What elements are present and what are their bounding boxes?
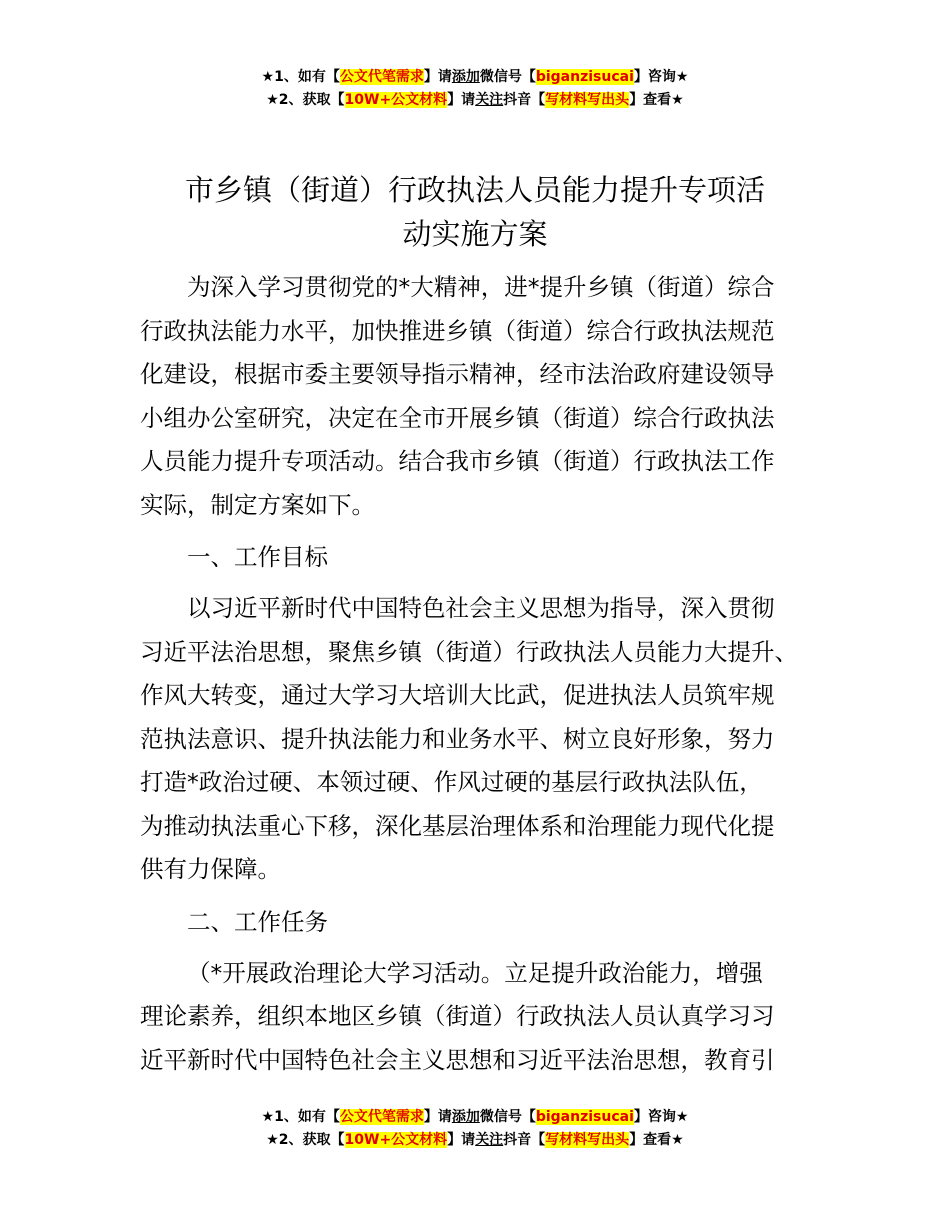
text-line: 习近平法治思想，聚焦乡镇（街道）行政执法人员能力大提升、 [140, 637, 798, 666]
promo-highlight: 10W+公文材料 [344, 1132, 448, 1148]
promo-text: 】请 [447, 92, 476, 108]
text-line: 实际，制定方案如下。 [140, 490, 375, 519]
promo-line-1 [0, 66, 950, 89]
text-line: （*开展政治理论大学习活动。立足提升政治能力，增强 [187, 958, 763, 987]
promo-text: ★2、获取【 [266, 92, 345, 108]
promo-underlined-text: 关注 [475, 92, 504, 108]
text-line: 化建设，根据市委主要领导指示精神，经市法治政府建设领导 [140, 360, 775, 388]
promo-text: ★1、如有【 [261, 69, 340, 85]
promo-highlight: 写材料写出头 [545, 92, 630, 108]
promo-text: 微信号【 [479, 69, 536, 85]
text-line: 打造*政治过硬、本领过硬、作风过硬的基层行政执法队伍， [140, 768, 763, 796]
promo-line-1 [0, 1106, 950, 1129]
text-line: 供有力保障。 [140, 855, 281, 883]
title-line: 市乡镇（街道）行政执法人员能力提升专项活 [184, 173, 765, 207]
promo-text: ★1、如有【 [261, 1109, 340, 1125]
promo-text: 】请 [423, 1109, 452, 1125]
document-body [140, 266, 820, 1082]
text-line: 范执法意识、提升执法能力和业务水平、树立良好形象，努力 [140, 724, 775, 753]
header-promo-banner [0, 66, 950, 112]
text-line: 为推动执法重心下移，深化基层治理体系和治理能力现代化提 [140, 811, 775, 840]
text-line: 作风大转变，通过大学习大培训大比武，促进执法人员筑牢规 [140, 681, 775, 709]
text-line: 理论素养，组织本地区乡镇（街道）行政执法人员认真学习习 [140, 1002, 775, 1030]
section-heading-tasks: 二、工作任务 [187, 907, 328, 936]
promo-text: 抖音【 [503, 92, 546, 108]
text-line: 行政执法能力水平，加快推进乡镇（街道）综合行政执法规范 [140, 316, 775, 345]
text-line: 小组办公室研究，决定在全市开展乡镇（街道）综合行政执法 [140, 403, 775, 432]
promo-underlined-text: 关注 [475, 1132, 504, 1148]
text-line: 人员能力提升专项活动。结合我市乡镇（街道）行政执法工作 [140, 447, 775, 475]
promo-text: 】查看★ [629, 1132, 684, 1148]
promo-highlight: 写材料写出头 [545, 1132, 630, 1148]
promo-highlight: biganzisucai [535, 1109, 634, 1125]
promo-highlight: biganzisucai [535, 69, 634, 85]
text-line: 近平新时代中国特色社会主义思想和习近平法治思想，教育引 [140, 1045, 775, 1074]
promo-text: ★2、获取【 [266, 1132, 345, 1148]
document-title [140, 168, 810, 256]
promo-highlight: 10W+公文材料 [344, 92, 448, 108]
promo-line-2 [0, 1129, 950, 1152]
intro-paragraph [140, 266, 820, 527]
promo-line-2 [0, 89, 950, 112]
promo-text: 】请 [447, 1132, 476, 1148]
section-heading-goals: 一、工作目标 [187, 543, 328, 571]
text-line: 以习近平新时代中国特色社会主义思想为指导，深入贯彻 [187, 594, 775, 622]
promo-text: 】咨询★ [633, 1109, 689, 1125]
promo-highlight: 公文代笔需求 [339, 69, 424, 85]
promo-text: 】咨询★ [633, 69, 689, 85]
promo-text: 微信号【 [479, 1109, 536, 1125]
footer-promo-banner [0, 1106, 950, 1152]
promo-text: 抖音【 [503, 1132, 546, 1148]
promo-underlined-text: 添加 [451, 1109, 480, 1125]
promo-text: 】请 [423, 69, 452, 85]
promo-underlined-text: 添加 [451, 69, 480, 85]
tasks-paragraph [140, 952, 820, 1083]
title-line: 动实施方案 [402, 217, 548, 251]
promo-highlight: 公文代笔需求 [339, 1109, 424, 1125]
text-line: 为深入学习贯彻党的*大精神，进*提升乡镇（街道）综合 [187, 273, 775, 301]
promo-text: 】查看★ [629, 92, 684, 108]
goals-paragraph [140, 587, 820, 892]
